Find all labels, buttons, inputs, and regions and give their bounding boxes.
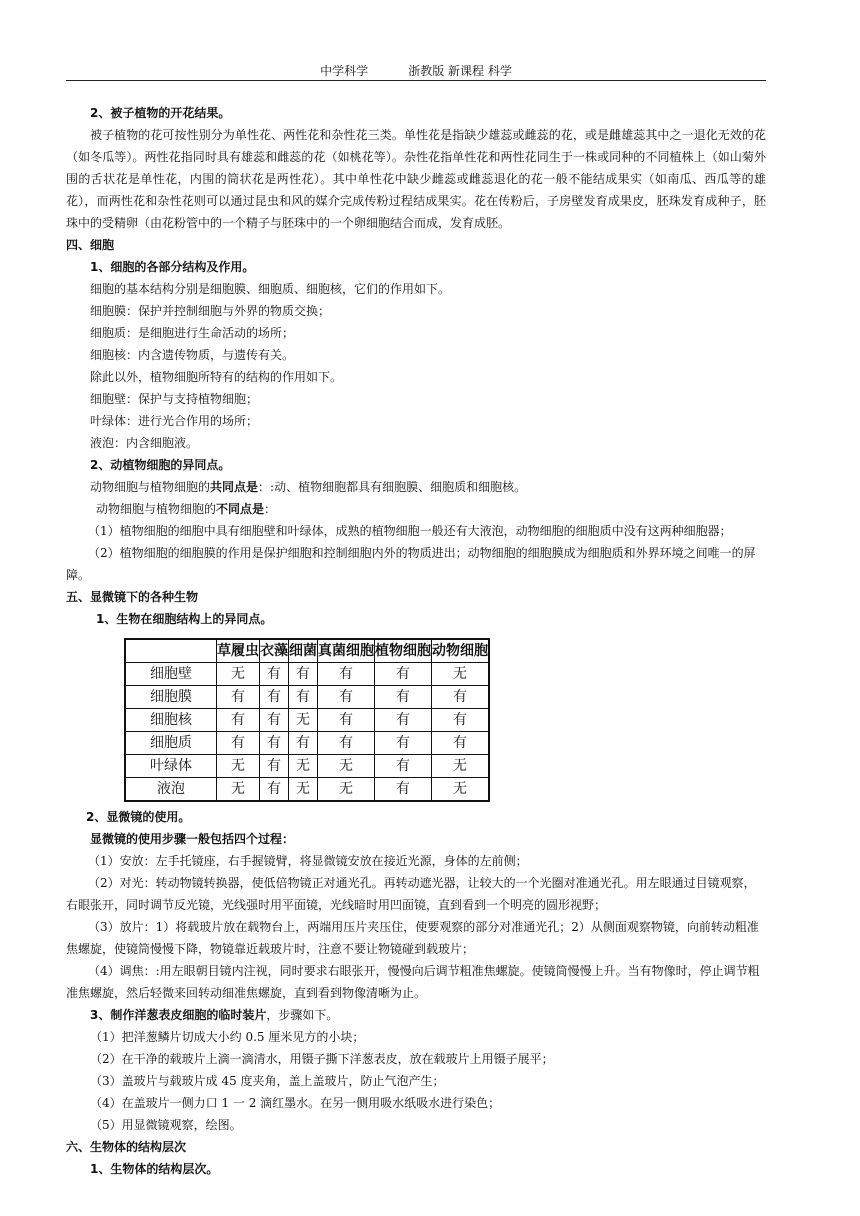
table-cell: 无 — [289, 778, 318, 802]
cell-comparison-table — [124, 638, 490, 802]
table-row — [125, 663, 489, 686]
onion-step: （3）盖玻片与载玻片成 45 度夹角，盖上盖玻片，防止气泡产生； — [90, 1074, 445, 1088]
table-cell: 有 — [217, 709, 260, 732]
table-cell: 无 — [318, 755, 375, 778]
table-cell: 有 — [375, 709, 432, 732]
list-item: 叶绿体：进行光合作用的场所； — [90, 414, 259, 428]
table-cell: 有 — [375, 686, 432, 709]
paragraph: 被子植物的花可按性别分为单性花、两性花和杂性花三类。单性花是指缺少雄蕊或雌蕊的花，或是雌雄蕊其中之一退化无效的花（如冬瓜等）。两性花指同时具有雄蕊和雌蕊的花（如桃花等）。杂性花指单性花和两性花同生于一株或同种的不同植株上（如山菊外围的舌状花是单性花，内围的筒状花是两性花）。其中单性花中缺少雌蕊或雌蕊退化的花一般不能结成果实（如南瓜、西瓜等的雄花），而两性花和杂性花则可以通过昆虫和风的媒介完成传粉过程结成果实。花在传粉后，子房壁发育成果皮，胚珠发育成种子，胚珠中的受精卵（由花粉管中的一个精子与胚珠中的一个卵细胞结合而成，发育成胚。 — [66, 128, 766, 230]
row-header: 叶绿体 — [125, 755, 217, 778]
table-cell: 有 — [260, 709, 289, 732]
list-item: 细胞核：内含遗传物质，与遗传有关。 — [90, 348, 295, 362]
row-header: 细胞质 — [125, 732, 217, 755]
page-header — [66, 62, 766, 81]
table-row — [125, 686, 489, 709]
column-header: 真菌细胞 — [318, 639, 375, 663]
table-cell: 有 — [318, 686, 375, 709]
list-item: 细胞的基本结构分别是细胞膜、细胞质、细胞核，它们的作用如下。 — [90, 282, 451, 296]
table-cell: 有 — [289, 663, 318, 686]
onion-step: （5）用显微镜观察，绘图。 — [90, 1118, 242, 1132]
table-row — [125, 709, 489, 732]
microscope-intro: 显微镜的使用步骤一般包括四个过程： — [90, 832, 295, 846]
row-header: 细胞膜 — [125, 686, 217, 709]
row-header: 液泡 — [125, 778, 217, 802]
section-heading: 2、被子植物的开花结果。 — [90, 106, 231, 120]
onion-step: （4）在盖玻片一侧力口 1 一 2 滴红墨水。在另一侧用吸水纸吸水进行染色； — [90, 1096, 501, 1110]
table-cell: 无 — [318, 778, 375, 802]
list-item: 细胞质：是细胞进行生命活动的场所； — [90, 326, 295, 340]
table-cell: 无 — [432, 778, 490, 802]
table-cell: 无 — [432, 755, 490, 778]
table-cell: 有 — [217, 732, 260, 755]
list-item: 细胞壁：保护与支持植物细胞； — [90, 392, 259, 406]
text: ：:动、植物细胞都具有细胞膜、细胞质和细胞核。 — [258, 480, 527, 494]
list-item: 液泡：内含细胞液。 — [90, 436, 199, 450]
table-cell: 有 — [375, 663, 432, 686]
table-row — [125, 732, 489, 755]
onion-heading — [66, 1004, 766, 1026]
list-item: 细胞膜：保护并控制细胞与外界的物质交换； — [90, 304, 331, 318]
bold-text: 共同点是 — [210, 480, 259, 494]
table-cell: 有 — [318, 709, 375, 732]
table-cell: 无 — [217, 778, 260, 802]
chapter-heading: 五、显微镜下的各种生物 — [66, 590, 199, 604]
header-left: 中学科学 — [320, 64, 369, 78]
text: ： — [264, 502, 277, 516]
table-cell: 无 — [289, 709, 318, 732]
bold-text: 不同点是 — [216, 502, 265, 516]
column-header: 细菌 — [289, 639, 318, 663]
row-header: 细胞壁 — [125, 663, 217, 686]
text: 动物细胞与植物细胞的 — [90, 480, 211, 494]
section-heading: 2、显微镜的使用。 — [86, 810, 191, 824]
microscope-step: （3）放片：1）将载玻片放在载物台上，两端用压片夹压住，使要观察的部分对准通光孔；2）从侧面观察物镜，向前转动粗准焦螺旋，使镜筒慢慢下降，物镜靠近载玻片时，注意不要让物镜碰到载玻片； — [66, 920, 759, 956]
microscope-step: （1）安放：左手托镜座，右手握镜臂，将显微镜安放在接近光源，身体的左前侧； — [88, 854, 528, 868]
section-heading: 2、动植物细胞的异同点。 — [90, 458, 231, 472]
document-body — [66, 102, 766, 1180]
table-cell: 有 — [432, 732, 490, 755]
table-cell: 有 — [260, 755, 289, 778]
table-cell: 有 — [289, 732, 318, 755]
text: 动物细胞与植物细胞的 — [96, 502, 217, 516]
section-heading: 1、生物在细胞结构上的异同点。 — [96, 612, 273, 626]
diff-points — [66, 498, 766, 520]
table-cell: 有 — [260, 778, 289, 802]
table-cell: 有 — [289, 686, 318, 709]
section-heading: 3、制作洋葱表皮细胞的临时装片 — [90, 1008, 267, 1022]
section-heading: 1、生物体的结构层次。 — [90, 1162, 219, 1176]
table-cell: 有 — [217, 686, 260, 709]
table-cell: 有 — [375, 778, 432, 802]
column-header: 衣藻 — [260, 639, 289, 663]
header-right: 浙教版 新课程 科学 — [408, 64, 512, 78]
table-cell: 有 — [375, 755, 432, 778]
cell-structure-list — [66, 278, 766, 454]
table-cell: 有 — [432, 686, 490, 709]
table-cell: 无 — [289, 755, 318, 778]
row-header: 细胞核 — [125, 709, 217, 732]
table-cell: 有 — [260, 686, 289, 709]
table-row — [125, 778, 489, 802]
microscope-step: （4）调焦：:用左眼朝目镜内注视，同时要求右眼张开，慢慢向后调节粗准焦螺旋。使镜筒慢慢上升。当有物像时，停止调节粗准焦螺旋，然后轻微来回转动细准焦螺旋，直到看到物像清晰为止。 — [66, 964, 760, 1000]
table-cell: 有 — [260, 663, 289, 686]
onion-step: （1）把洋葱鳞片切成大小约 0.5 厘米见方的小块； — [90, 1030, 365, 1044]
table-cell: 无 — [432, 663, 490, 686]
table-cell: 有 — [318, 732, 375, 755]
table-cell: 无 — [217, 755, 260, 778]
table-header-row — [125, 639, 489, 663]
text: ，步骤如下。 — [266, 1008, 339, 1022]
common-points — [66, 476, 766, 498]
table-corner — [125, 639, 217, 663]
table-cell: 无 — [217, 663, 260, 686]
column-header: 动物细胞 — [432, 639, 490, 663]
column-header: 草履虫 — [217, 639, 260, 663]
section-heading: 1、细胞的各部分结构及作用。 — [90, 260, 255, 274]
chapter-heading: 四、细胞 — [66, 238, 115, 252]
diff-item: （1）植物细胞的细胞中具有细胞壁和叶绿体，成熟的植物细胞一般还有大液泡，动物细胞的细胞质中没有这两种细胞器； — [88, 524, 732, 538]
diff-item: （2）植物细胞的细胞膜的作用是保护细胞和控制细胞内外的物质进出；动物细胞的细胞膜成为细胞质和外界环境之间唯一的屏障。 — [66, 546, 756, 582]
table-cell: 有 — [260, 732, 289, 755]
table-row — [125, 755, 489, 778]
table-cell: 有 — [318, 663, 375, 686]
table-cell: 有 — [432, 709, 490, 732]
column-header: 植物细胞 — [375, 639, 432, 663]
onion-step: （2）在干净的载玻片上滴一滴清水，用镊子撕下洋葱表皮，放在载玻片上用镊子展平； — [90, 1052, 554, 1066]
chapter-heading: 六、生物体的结构层次 — [66, 1140, 187, 1154]
microscope-step: （2）对光：转动物镜转换器，使低倍物镜正对通光孔。再转动遮光器，让较大的一个光圈对准通光孔。用左眼通过目镜观察，右眼张开，同时调节反光镜，光线强时用平面镜，光线暗时用凹面镜，直到看到一个明亮的圆形视野； — [66, 876, 756, 912]
table-cell: 有 — [375, 732, 432, 755]
list-item: 除此以外，植物细胞所特有的结构的作用如下。 — [90, 370, 343, 384]
